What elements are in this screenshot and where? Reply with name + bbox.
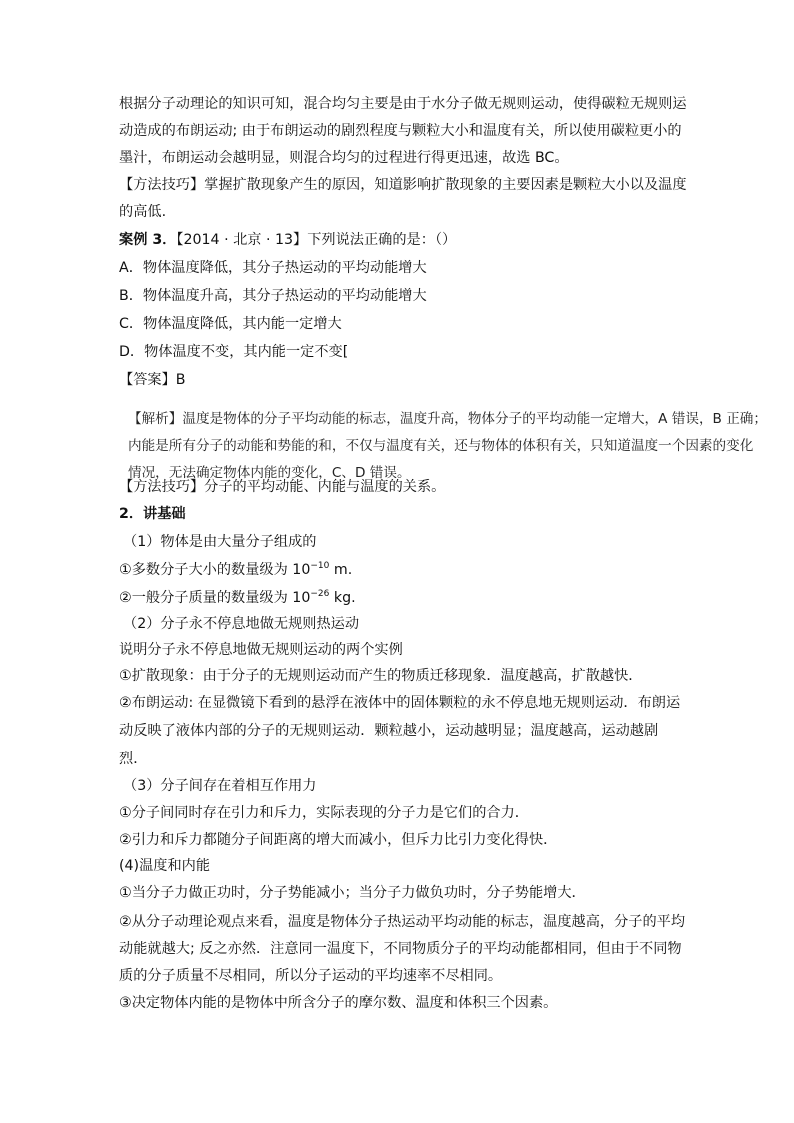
section-heading: 2．讲基础	[119, 506, 186, 522]
method-tip-line-2: 的高低.	[119, 204, 167, 220]
analysis-line-2: 内能是所有分子的动能和势能的和，不仅与温度有关，还与物体的体积有关，只知道温度一个因素的变化	[128, 438, 754, 454]
subsection-4: (4)温度和内能	[119, 858, 211, 874]
item-energy-1: ①当分子力做正功时，分子势能减小；当分子力做负功时，分子势能增大．	[119, 885, 586, 901]
analysis-line-1: 【解析】温度是物体的分子平均动能的标志，温度升高，物体分子的平均动能一定增大，A 错误，B 正确；	[128, 411, 767, 427]
item-energy-2-line-3: 质的分子质量不尽相同，所以分子运动的平均速率不尽相同。	[119, 968, 503, 984]
option-a: A．物体温度降低，其分子热运动的平均动能增大	[119, 260, 427, 276]
item-diffusion: ①扩散现象：由于分子的无规则运动而产生的物质迁移现象．温度越高，扩散越快．	[119, 668, 643, 684]
analysis-line-3: 情况，无法确定物体内能的变化，C、D 错误。	[128, 465, 411, 481]
method-tip-2: 【方法技巧】分子的平均动能、内能与温度的关系。	[119, 479, 446, 495]
option-b: B．物体温度升高，其分子热运动的平均动能增大	[119, 288, 427, 304]
item-molecule-size: ①多数分子大小的数量级为 $10^{-10}$ m.	[119, 561, 353, 578]
case3-label: 案例 3．	[119, 232, 177, 248]
subsection-2-desc: 说明分子永不停息地做无规则运动的两个实例	[119, 642, 403, 658]
item-brownian-line-1: ②布朗运动: 在显微镜下看到的悬浮在液体中的固体颗粒的永不停息地无规则运动．布朗运	[119, 695, 681, 711]
method-tip-line-1: 【方法技巧】掌握扩散现象产生的原因，知道影响扩散现象的主要因素是颗粒大小以及温度	[119, 177, 687, 193]
subsection-1: （1）物体是由大量分子组成的	[123, 534, 317, 550]
intro-line-2: 动造成的布朗运动; 由于布朗运动的剧烈程度与颗粒大小和温度有关，所以使用碳粒更小的	[119, 123, 682, 139]
item-energy-2-line-1: ②从分子动理论观点来看，温度是物体分子热运动平均动能的标志，温度越高，分子的平均	[119, 914, 686, 930]
item-brownian-line-3: 烈．	[119, 751, 148, 767]
item-energy-3: ③决定物体内能的是物体中所含分子的摩尔数、温度和体积三个因素。	[119, 995, 558, 1011]
analysis-block	[128, 406, 768, 487]
option-c: C．物体温度降低，其内能一定增大	[119, 316, 342, 332]
subsection-2: （2）分子永不停息地做无规则热运动	[123, 616, 360, 632]
item-energy-2-line-2: 动能就越大; 反之亦然．注意同一温度下，不同物质分子的平均动能都相同，但由于不同物	[119, 941, 682, 957]
subsection-3: （3）分子间存在着相互作用力	[123, 778, 317, 794]
intro-line-1: 根据分子动理论的知识可知，混合均匀主要是由于水分子做无规则运动，使得碳粒无规则运	[119, 96, 687, 112]
case3-question	[119, 230, 456, 250]
item-molecule-mass: ②一般分子质量的数量级为 $10^{-26}$ kg.	[119, 589, 356, 606]
answer: 【答案】B	[119, 372, 186, 388]
item-force-1: ①分子间同时存在引力和斥力，实际表现的分子力是它们的合力．	[119, 805, 529, 821]
option-d: D．物体温度不变，其内能一定不变[	[119, 344, 349, 360]
case3-source: 【2014 · 北京 · 13】下列说法正确的是：（）	[176, 232, 457, 248]
item-force-2: ②引力和斥力都随分子间距离的增大而减小，但斥力比引力变化得快．	[119, 832, 558, 848]
item-brownian-line-2: 动反映了液体内部的分子的无规则运动．颗粒越小，运动越明显；温度越高，运动越剧	[119, 723, 659, 739]
intro-line-3: 墨汁，布朗运动会越明显，则混合均匀的过程进行得更迅速，故选 BC。	[119, 150, 569, 166]
